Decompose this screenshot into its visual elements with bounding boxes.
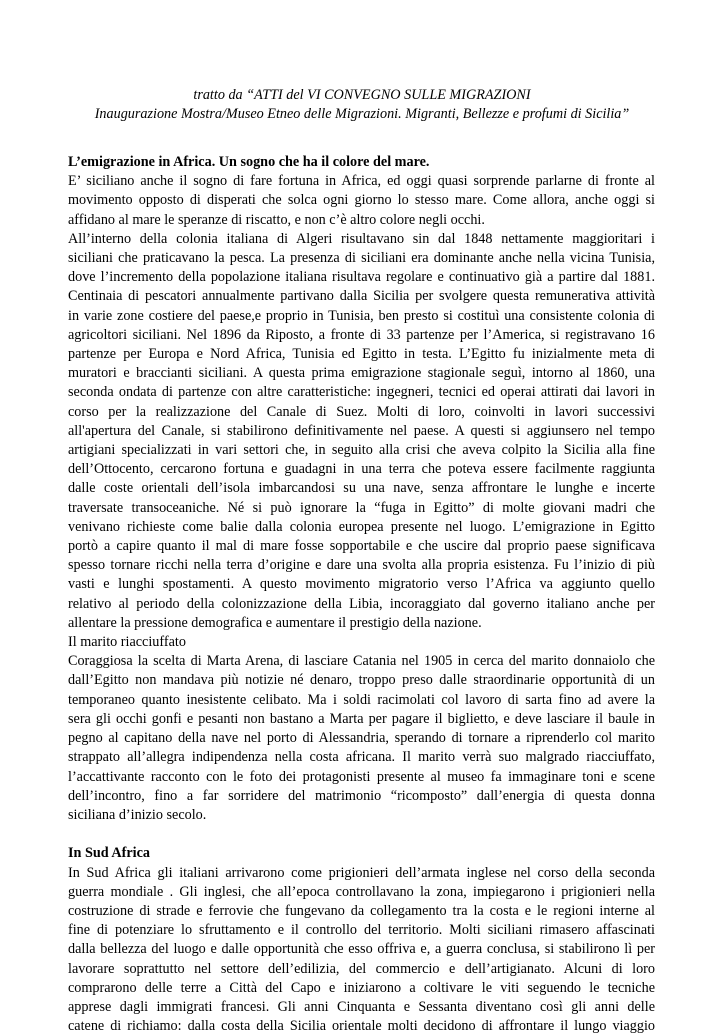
section-title-sud-africa: In Sud Africa	[68, 845, 150, 862]
paragraph-line: Coraggiosa la scelta di Marta Arena, di lasciare Catania nel 1905 in cerca del marito donnaiolo che	[68, 653, 655, 670]
paragraph-line: relativo al periodo della colonizzazione della Libia, incoraggiato dal governo italiano anche per	[68, 595, 655, 612]
document-body	[68, 153, 655, 1036]
paragraph-line: spesso tornare ricchi nella terra d’origine e dare una svolta alla propria esistenza. Fu l’inizio di più	[68, 557, 655, 574]
paragraph-spacer	[68, 825, 655, 844]
paragraph-line: dell’incontro, fino a far sorridere del matrimonio “ricomposto” dall’energia di questa donna	[68, 787, 655, 804]
paragraph-line: siciliani che praticavano la pesca. La presenza di siciliani era dominante anche nella vicina Tunisia,	[68, 250, 655, 267]
paragraph-line: vasti e lunghi spostamenti. A questo movimento migratorio verso l’Africa va aggiunto quello	[68, 576, 655, 593]
source-line-1: tratto da “ATTI del VI CONVEGNO SULLE MIGRAZIONI	[193, 87, 531, 103]
paragraph-line: E’ siciliano anche il sogno di fare fortuna in Africa, ed oggi quasi sorprende parlarne di fronte al	[68, 173, 655, 190]
source-header	[60, 86, 664, 124]
paragraph-line: movimento opposto di disperati che solca ogni giorno lo stesso mare. Come allora, anche oggi si	[68, 192, 655, 209]
paragraph-line: sera gli occhi gonfi e pesanti non bastano a Marta per pagare il biglietto, e deve lasciare il baule in	[68, 710, 655, 727]
paragraph-line: l’accattivante racconto con le foto dei protagonisti presente al museo fa immaginare toni e scene	[68, 768, 655, 785]
paragraph-line: in varie zone costiere del paese,e proprio in Tunisia, ben presto si costituì una consistente colonia di	[68, 307, 655, 324]
paragraph-line: dove l’incremento della popolazione italiana risultava regolare e continuativo già a partire dal 1881.	[68, 269, 655, 286]
paragraph-line: lavorare soprattutto nel settore dell’edilizia, del commercio e dell’artigianato. Alcuni di loro	[68, 960, 655, 977]
paragraph-line: strappato all’allegra indipendenza nella costa africana. Il marito verrà suo malgrado riacciuffato,	[68, 749, 655, 766]
paragraph-line: all'apertura del Canale, si stabilirono definitivamente nel paese. A questi si aggiunsero nel tempo	[68, 422, 655, 439]
paragraph-line: portò a capire quanto il mal di mare fosse sopportabile e che uscire dal proprio paese significava	[68, 538, 655, 555]
paragraph-line: siciliana d’inizio secolo.	[68, 806, 207, 823]
paragraph-line: traversate transoceaniche. Né si può ignorare la “fuga in Egitto” di molte giovani madri che	[68, 499, 655, 516]
paragraph-line: dalle coste orientali dell’isola imbarcandosi su una nave, senza affrontare le lunghe e incerte	[68, 480, 655, 497]
paragraph-line: guerra mondiale . Gli inglesi, che all’epoca controllavano la zona, impiegarono i prigionieri nella	[68, 883, 655, 900]
paragraph-line: muratori e braccianti siciliani. A questa prima emigrazione stagionale seguì, intorno al 1860, una	[68, 365, 655, 382]
paragraph-line: agricoltori siciliani. Nel 1896 da Riposto, a fronte di 33 partenze per l’America, si registravano 16	[68, 326, 655, 343]
source-line-2: Inaugurazione Mostra/Museo Etneo delle Migrazioni. Migranti, Bellezze e profumi di Sicilia”	[94, 106, 630, 122]
paragraph-line: comprarono delle terre a Città del Capo e iniziarono a coltivare le viti seguendo le tecniche	[68, 979, 655, 996]
paragraph-line: corso per la realizzazione del Canale di Suez. Molti di loro, coinvolti in lavori successivi	[68, 403, 655, 420]
paragraph-line: seconda ondata di partenze con altre caratteristiche: ingegneri, tecnici ed operai attirati dai lavori in	[68, 384, 655, 401]
paragraph-line: venivano richieste come balie dalla colonia europea presente nel luogo. L’emigrazione in Egitto	[68, 518, 655, 535]
paragraph-line: catene di richiamo: dalla costa della Sicilia orientale molti decidono di affrontare il lungo viaggio	[68, 1018, 655, 1035]
paragraph-line: fine di potenziare lo sfruttamento e il controllo del territorio. Molti siciliani rimasero affascinati	[68, 922, 655, 939]
paragraph-line: partenze per Europa e Nord Africa, Tunisia ed Egitto in testa. L’Egitto fu inizialmente meta di	[68, 346, 655, 363]
section-title-marito-riacciuffato: Il marito riacciuffato	[68, 634, 186, 651]
paragraph-line: artigiani specializzati in vari settori che, in seguito alla crisi che aveva colpito la Sicilia alla fine	[68, 442, 655, 459]
paragraph-line: apprese dagli immigrati francesi. Gli anni Cinquanta e Sessanta diventano così gli anni delle	[68, 998, 655, 1015]
section-title-emigrazione-africa: L’emigrazione in Africa. Un sogno che ha il colore del mare.	[68, 154, 430, 170]
paragraph-line: affidano al mare le speranze di riscatto, e non c’è altro colore negli occhi.	[68, 211, 485, 228]
paragraph-line: All’interno della colonia italiana di Algeri risultavano sin dal 1848 nettamente maggioritari i	[68, 230, 655, 247]
paragraph-line: pegno al capitano della nave nel porto di Alessandria, sperando di tornare a riprenderlo col marito	[68, 730, 655, 747]
paragraph-line: In Sud Africa gli italiani arrivarono come prigionieri dell’armata inglese nel corso della seconda	[68, 864, 655, 881]
paragraph-line: dall’Egitto non mandava più notizie né denaro, troppo preso dalle straordinarie opportunità di un	[68, 672, 655, 689]
paragraph-line: dell’Ottocento, cercarono fortuna e guadagni in una terra che poteva essere facilmente raggiunta	[68, 461, 655, 478]
paragraph-line: costruzione di strade e ferrovie che fungevano da collegamento tra la costa e le regioni interne al	[68, 902, 655, 919]
paragraph-line: temporaneo quanto inesistente celibato. Ma i soldi racimolati col lavoro di sarta fino ad avere la	[68, 691, 655, 708]
paragraph-line: Centinaia di pescatori annualmente partivano dalla Sicilia per svolgere questa remunerativa attività	[68, 288, 655, 305]
paragraph-line: allentare la pressione demografica e aumentare il prestigio della nazione.	[68, 614, 482, 631]
paragraph-line: dalla bellezza del luogo e dalle opportunità che esso offriva e, a guerra conclusa, si stabilirono lì per	[68, 941, 655, 958]
